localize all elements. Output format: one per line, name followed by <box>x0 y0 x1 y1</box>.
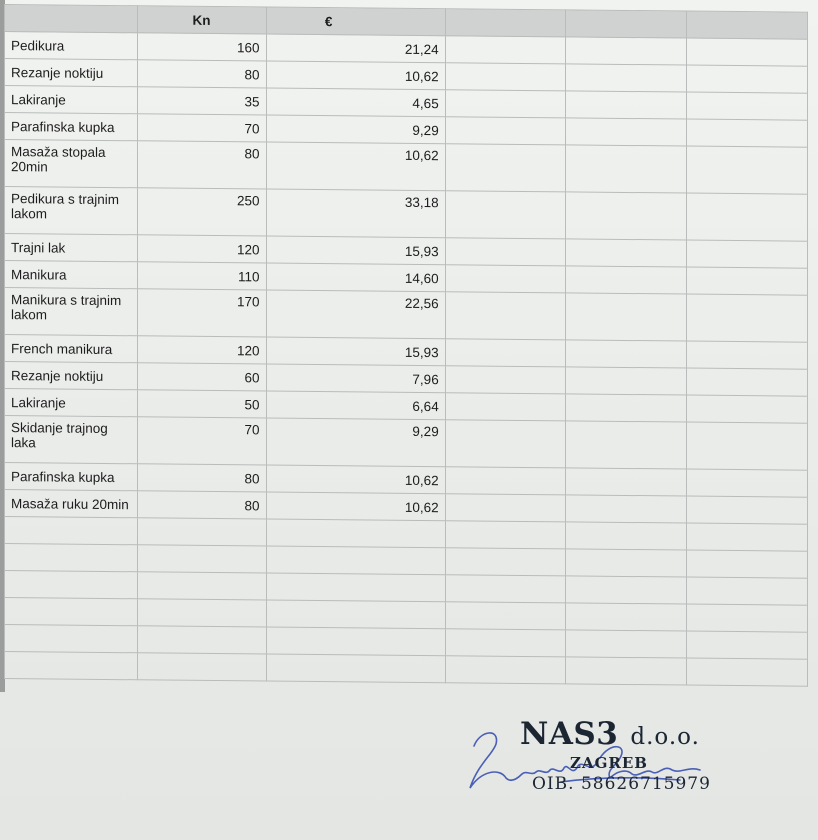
empty-cell <box>445 36 566 64</box>
empty-cell <box>566 266 687 294</box>
empty-cell <box>445 467 566 495</box>
empty-cell <box>445 494 566 522</box>
header-empty-1 <box>445 9 566 37</box>
empty-cell <box>687 631 808 659</box>
empty-cell <box>566 657 687 685</box>
price-kn: 120 <box>137 336 266 364</box>
empty-cell <box>566 64 687 92</box>
price-eur: 14,60 <box>266 263 445 292</box>
empty-cell <box>566 468 687 496</box>
empty-cell <box>566 394 687 422</box>
stamp-company-name: NAS3 <box>520 716 619 752</box>
stamp-oib: OIB. 58626715979 <box>532 774 711 794</box>
empty-cell <box>566 118 687 146</box>
price-kn: 80 <box>137 491 266 519</box>
table-row <box>5 187 808 242</box>
service-name: Lakiranje <box>5 389 138 417</box>
empty-cell <box>266 627 445 656</box>
empty-cell <box>687 496 808 524</box>
empty-cell <box>566 421 687 469</box>
empty-cell <box>445 393 566 421</box>
table-row <box>5 416 808 471</box>
empty-cell <box>137 545 266 573</box>
empty-cell <box>137 653 266 681</box>
empty-cell <box>445 629 566 657</box>
empty-cell <box>266 654 445 683</box>
price-kn: 60 <box>137 363 266 391</box>
service-name: Pedikura s trajnim lakom <box>5 187 138 235</box>
empty-cell <box>687 368 808 396</box>
header-empty-3 <box>687 11 808 39</box>
empty-cell <box>687 395 808 423</box>
table-row <box>5 140 808 195</box>
empty-cell <box>266 600 445 629</box>
price-eur: 10,62 <box>266 492 445 521</box>
empty-cell <box>687 294 808 342</box>
empty-cell <box>687 240 808 268</box>
empty-cell <box>687 193 808 241</box>
price-eur: 21,24 <box>266 34 445 63</box>
price-kn: 160 <box>137 33 266 61</box>
empty-cell <box>445 521 566 549</box>
empty-cell <box>687 38 808 66</box>
empty-cell <box>445 144 566 192</box>
service-name: Manikura s trajnim lakom <box>5 288 138 336</box>
price-eur: 15,93 <box>266 337 445 366</box>
price-kn: 250 <box>137 188 266 236</box>
empty-cell <box>137 572 266 600</box>
price-kn: 50 <box>137 390 266 418</box>
price-eur: 6,64 <box>266 391 445 420</box>
service-name: Masaža stopala 20min <box>5 140 138 188</box>
stamp-company <box>520 716 700 752</box>
empty-cell <box>687 523 808 551</box>
empty-cell <box>5 571 138 599</box>
empty-cell <box>566 603 687 631</box>
empty-cell <box>5 544 138 572</box>
header-service <box>5 5 138 33</box>
service-name: Parafinska kupka <box>5 463 138 491</box>
price-eur: 10,62 <box>266 142 445 191</box>
empty-cell <box>445 366 566 394</box>
empty-cell <box>687 550 808 578</box>
price-kn: 170 <box>137 289 266 337</box>
price-kn: 35 <box>137 87 266 115</box>
service-name: Trajni lak <box>5 234 138 262</box>
price-kn: 120 <box>137 235 266 263</box>
empty-cell <box>566 495 687 523</box>
service-name: Lakiranje <box>5 86 138 114</box>
price-eur: 4,65 <box>266 88 445 117</box>
service-name: Manikura <box>5 261 138 289</box>
stamp-city: ZAGREB <box>570 754 648 772</box>
empty-cell <box>445 339 566 367</box>
empty-cell <box>5 517 138 545</box>
empty-cell <box>566 630 687 658</box>
service-name: Skidanje trajnog laka <box>5 416 138 464</box>
empty-cell <box>687 119 808 147</box>
header-eur: € <box>266 7 445 36</box>
empty-cell <box>5 625 138 653</box>
price-eur: 9,29 <box>266 418 445 467</box>
empty-cell <box>687 469 808 497</box>
empty-cell <box>445 63 566 91</box>
empty-cell <box>687 604 808 632</box>
service-name: Masaža ruku 20min <box>5 490 138 518</box>
empty-cell <box>137 518 266 546</box>
company-stamp <box>470 716 770 816</box>
empty-cell <box>566 576 687 604</box>
price-kn: 80 <box>137 60 266 88</box>
service-name: Pedikura <box>5 32 138 60</box>
empty-cell <box>687 341 808 369</box>
price-eur: 33,18 <box>266 189 445 238</box>
price-table <box>4 4 808 687</box>
header-empty-2 <box>566 10 687 38</box>
price-eur: 9,29 <box>266 115 445 144</box>
empty-cell <box>566 293 687 341</box>
price-eur: 15,93 <box>266 236 445 265</box>
empty-cell <box>566 91 687 119</box>
empty-cell <box>445 602 566 630</box>
empty-cell <box>5 652 138 680</box>
empty-cell <box>566 145 687 193</box>
empty-cell <box>566 37 687 65</box>
price-kn: 80 <box>137 141 266 189</box>
empty-cell <box>445 656 566 684</box>
service-name: French manikura <box>5 335 138 363</box>
table-row <box>5 288 808 343</box>
service-name: Parafinska kupka <box>5 113 138 141</box>
empty-cell <box>445 548 566 576</box>
empty-cell <box>266 519 445 548</box>
empty-cell <box>566 340 687 368</box>
price-eur: 22,56 <box>266 290 445 339</box>
empty-cell <box>687 658 808 686</box>
service-name: Rezanje noktiju <box>5 362 138 390</box>
price-eur: 10,62 <box>266 61 445 90</box>
empty-cell <box>687 146 808 194</box>
empty-cell <box>687 267 808 295</box>
price-eur: 7,96 <box>266 364 445 393</box>
empty-cell <box>566 367 687 395</box>
header-kn: Kn <box>137 6 266 34</box>
empty-cell <box>445 90 566 118</box>
empty-cell <box>566 522 687 550</box>
empty-cell <box>566 192 687 240</box>
empty-cell <box>445 191 566 239</box>
empty-cell <box>137 599 266 627</box>
empty-cell <box>687 422 808 470</box>
empty-cell <box>445 420 566 468</box>
price-kn: 80 <box>137 464 266 492</box>
empty-cell <box>687 65 808 93</box>
empty-cell <box>445 238 566 266</box>
empty-cell <box>566 239 687 267</box>
empty-cell <box>687 92 808 120</box>
empty-cell <box>687 577 808 605</box>
empty-cell <box>445 292 566 340</box>
price-kn: 70 <box>137 417 266 465</box>
empty-cell <box>566 549 687 577</box>
empty-cell <box>445 265 566 293</box>
empty-cell <box>445 117 566 145</box>
price-kn: 110 <box>137 262 266 290</box>
stamp-company-suffix: d.o.o. <box>630 724 700 750</box>
empty-cell <box>137 626 266 654</box>
empty-cell <box>445 575 566 603</box>
price-eur: 10,62 <box>266 465 445 494</box>
empty-cell <box>266 573 445 602</box>
price-kn: 70 <box>137 114 266 142</box>
empty-cell <box>266 546 445 575</box>
empty-cell <box>5 598 138 626</box>
service-name: Rezanje noktiju <box>5 59 138 87</box>
